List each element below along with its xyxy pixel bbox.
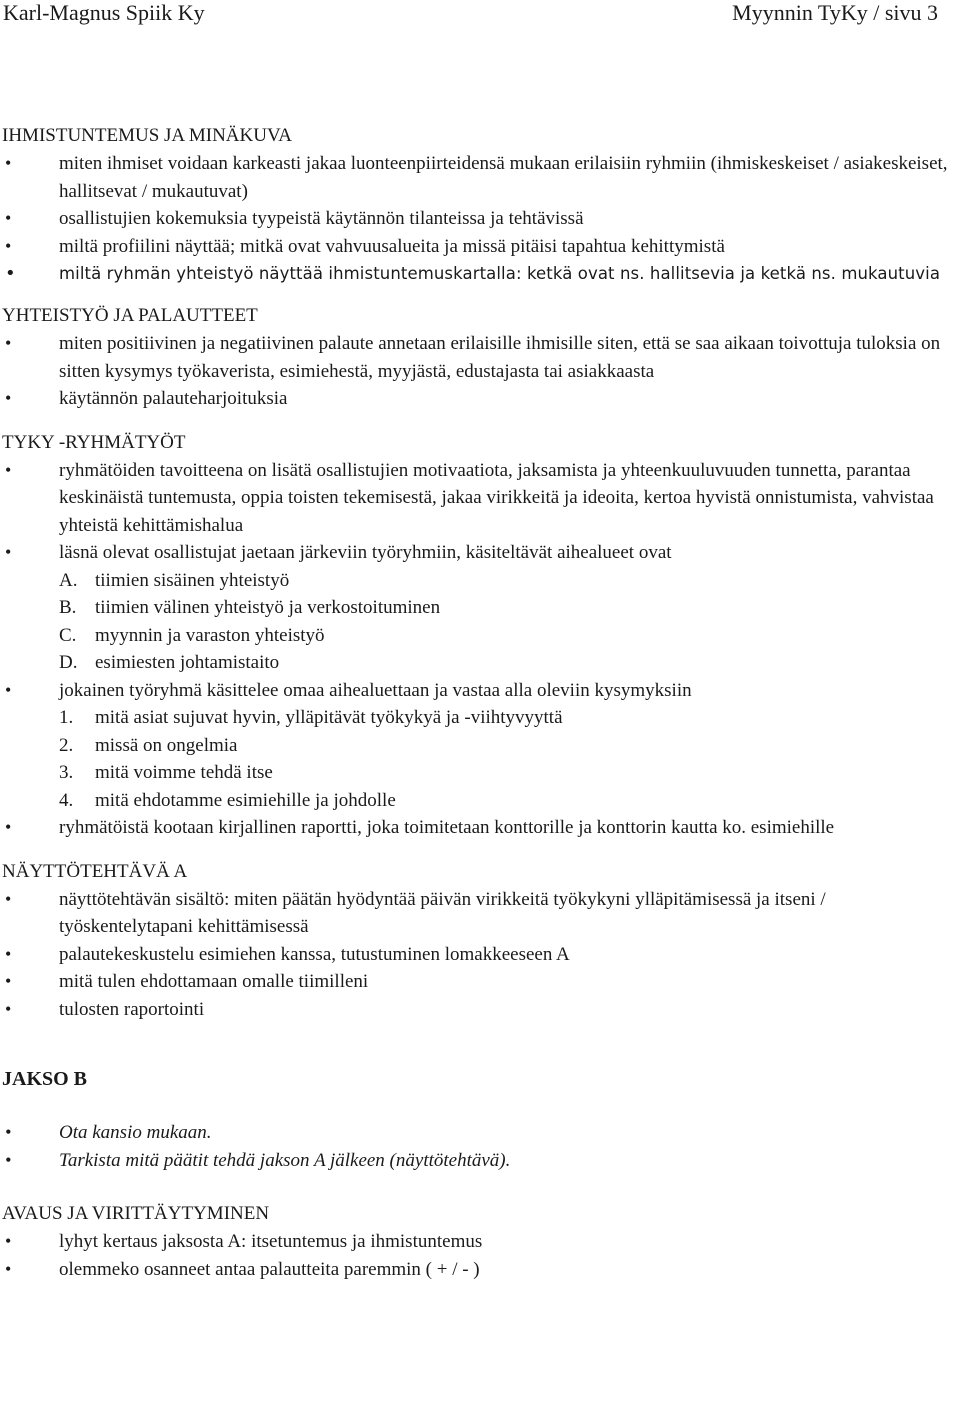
list-item: • palautekeskustelu esimiehen kanssa, tutustuminen lomakkeeseen A — [0, 941, 960, 969]
bullet-icon: • — [5, 971, 12, 991]
bullet-icon: • — [5, 235, 12, 256]
section-list-tyky-ryhmatyot — [0, 457, 960, 567]
section-title-tyky-ryhmatyot: TYKY -RYHMÄTYÖT — [2, 431, 186, 453]
bullet-icon: • — [5, 542, 12, 562]
list-item: • Ota kansio mukaan. — [0, 1119, 960, 1147]
list-item: • olemmeko osanneet antaa palautteita paremmin ( + / - ) — [0, 1256, 960, 1284]
header-company: Karl-Magnus Spiik Ky — [3, 0, 205, 25]
bullet-icon: • — [5, 817, 12, 837]
question-item: 4. mitä ehdotamme esimiehille ja johdolle — [59, 789, 396, 811]
topic-item: A. tiimien sisäinen yhteistyö — [59, 569, 290, 591]
bullet-icon: • — [5, 263, 16, 284]
topic-item: B. tiimien välinen yhteistyö ja verkostoituminen — [59, 597, 441, 618]
bullet-icon: • — [5, 943, 12, 964]
header-page-info: Myynnin TyKy / sivu 3 — [732, 0, 938, 25]
section-title-jakso-b: JAKSO B — [2, 1068, 88, 1090]
list-item: • jokainen työryhmä käsittelee omaa aihealuettaan ja vastaa alla oleviin kysymyksiin — [0, 677, 960, 705]
bullet-icon: • — [5, 153, 12, 173]
list-item: • osallistujien kokemuksia tyypeistä käytännön tilanteissa ja tehtävissä — [0, 205, 960, 233]
bullet-icon: • — [5, 459, 12, 480]
bullet-icon: • — [5, 208, 12, 228]
list-item: • käytännön palauteharjoituksia — [0, 385, 960, 413]
section-title-ihmistuntemus: IHMISTUNTEMUS JA MINÄKUVA — [2, 125, 292, 146]
bullet-icon: • — [5, 1122, 12, 1142]
bullet-icon: • — [5, 1231, 12, 1251]
list-item: • ryhmätöistä kootaan kirjallinen raportti, joka toimitetaan konttorille ja konttorin kautta ko. esimiehille — [0, 814, 960, 842]
bullet-icon: • — [5, 679, 12, 700]
list-item: • tulosten raportointi — [0, 996, 960, 1024]
section-list-ihmistuntemus — [0, 150, 960, 288]
list-item: • Tarkista mitä päätit tehdä jakson A jälkeen (näyttötehtävä). — [0, 1147, 960, 1175]
section-title-nayttotehtava: NÄYTTÖTEHTÄVÄ A — [2, 860, 188, 882]
list-item: • läsnä olevat osallistujat jaetaan järkeviin työryhmiin, käsiteltävät aihealueet ovat — [0, 539, 960, 567]
section-list-nayttotehtava — [0, 886, 960, 1024]
bullet-icon: • — [5, 1149, 12, 1170]
question-item: 3. mitä voimme tehdä itse — [59, 762, 273, 783]
bullet-icon: • — [5, 1258, 12, 1279]
section-title-yhteistyo: YHTEISTYÖ JA PALAUTTEET — [2, 305, 258, 326]
topic-item: C. myynnin ja varaston yhteistyö — [59, 624, 325, 646]
bullet-icon: • — [5, 888, 12, 909]
list-item: • miten ihmiset voidaan karkeasti jakaa luonteenpiirteidensä mukaan erilaisiin ryhmiin (ihmiskeskeiset / asiakeskeiset, hallitsevat / mukautuvat) — [0, 150, 960, 205]
section-list-jakso-b — [0, 1119, 960, 1174]
page-header — [0, 0, 960, 30]
document-body — [0, 122, 960, 1283]
bullet-icon: • — [5, 333, 12, 353]
question-item: 2. missä on ongelmia — [59, 734, 238, 756]
list-item: • ryhmätöiden tavoitteena on lisätä osallistujien motivaatiota, jaksamista ja yhteenkuuluvuuden tunnetta, parantaa keskinäistä tuntemusta, oppia toisten tekemisestä, jakaa virikkeitä ja ideoita, kertoa hyvistä onnistumista, vahvistaa yhteistä kehittämishalua — [0, 457, 960, 540]
question-item: 1. mitä asiat sujuvat hyvin, ylläpitävät työkykyä ja -viihtyvyyttä — [59, 707, 563, 728]
list-item: • miltä profiilini näyttää; mitkä ovat vahvuusalueita ja missä pitäisi tapahtua kehittymistä — [0, 233, 960, 261]
bullet-icon: • — [5, 388, 12, 408]
section-title-avaus: AVAUS JA VIRITTÄYTYMINEN — [2, 1203, 270, 1224]
topic-item: D. esimiesten johtamistaito — [59, 652, 280, 673]
section-list-avaus — [0, 1228, 960, 1283]
section-list-yhteistyo — [0, 330, 960, 413]
list-item: • mitä tulen ehdottamaan omalle tiimilleni — [0, 968, 960, 996]
list-item: • miltä ryhmän yhteistyö näyttää ihmistuntemuskartalla: ketkä ovat ns. hallitsevia ja ketkä ns. mukautuvia — [0, 260, 960, 288]
list-item: • miten positiivinen ja negatiivinen palaute annetaan erilaisille ihmisille siten, että se saa aikaan toivottuja tuloksia on sitten kysymys työkaverista, esimiehestä, myyjästä, edustajasta tai asiakkaasta — [0, 330, 960, 385]
list-item: • näyttötehtävän sisältö: miten päätän hyödyntää päivän virikkeitä työkykyni ylläpitämisessä ja itseni / työskentelytapani kehittämisessä — [0, 886, 960, 941]
bullet-icon: • — [5, 998, 12, 1019]
list-item: • lyhyt kertaus jaksosta A: itsetuntemus ja ihmistuntemus — [0, 1228, 960, 1256]
